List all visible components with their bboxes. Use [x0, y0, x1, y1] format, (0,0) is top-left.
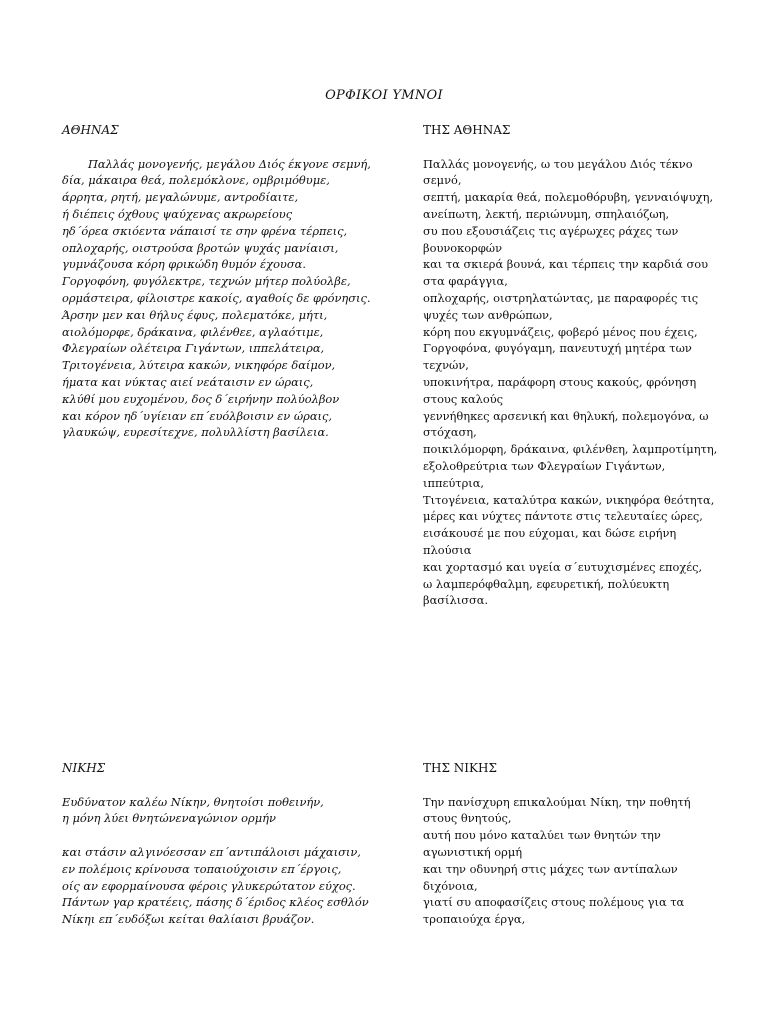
- verse-line: οίς αν εφορμαίνουσα φέροις γλυκερώτατον εύχος.: [62, 878, 356, 893]
- verse-line: αυτή που μόνο καταλύει των θνητών την αγωνιστική ορμή: [423, 828, 661, 859]
- nike-greek-heading: ΝΙΚΗΣ: [62, 761, 106, 775]
- athena-greek-text: [62, 156, 402, 442]
- nike-greek-stanza-2: [62, 844, 402, 928]
- verse-line: Ευδύνατον καλέω Νίκην, θνητοίσι ποθεινήν,: [62, 794, 324, 809]
- nike-modern-heading: ΤΗΣ ΝΙΚΗΣ: [423, 761, 497, 775]
- nike-greek-stanza-1: [62, 794, 402, 828]
- verse-line: Τριτογένεια, λύτειρα κακών, νικηφόρε δαίμον,: [62, 358, 336, 373]
- verse-line: μέρες και νύχτες πάντοτε στις τελευταίες ώρες,: [423, 509, 703, 524]
- verse-line: και την οδυνηρή στις μάχες των αντίπαλων διχόνοια,: [423, 861, 678, 893]
- athena-greek-column: [62, 122, 402, 441]
- verse-line: αιολόμορφε, δράκαινα, φιλένθεε, αγλαότιμε,: [62, 324, 324, 339]
- verse-line: εισάκουσέ με που εύχομαι, και δώσε ειρήνη πλούσια: [423, 526, 677, 557]
- verse-line: σεπτή, μακαρία θεά, πολεμοθόρυβη, γενναιόψυχη,: [423, 190, 714, 205]
- verse-line: Άρσην μεν και θήλυς έφυς, πολεματόκε, μήτι,: [62, 307, 328, 322]
- nike-greek-column: [62, 760, 402, 928]
- verse-line: Φλεγραίων ολέτειρα Γιγάντων, ιππελάτειρα,: [62, 341, 325, 356]
- verse-line: δία, μάκαιρα θεά, πολεμόκλονε, ομβριμόθυμε,: [62, 173, 330, 188]
- verse-line: και τα σκιερά βουνά, και τέρπεις την καρδιά σου στα φαράγγια,: [423, 257, 709, 289]
- verse-line: οπλοχαρής, οιστρηλατώντας, με παραφορές τις ψυχές των ανθρώπων,: [423, 290, 699, 322]
- verse-line: η μόνη λύει θνητώνεναγώνιον ορμήν: [62, 811, 276, 826]
- verse-line: ορμάστειρα, φίλοιστρε κακοίς, αγαθοίς δε φρόνησις.: [62, 290, 371, 305]
- nike-modern-column: [423, 760, 723, 928]
- verse-line: οπλοχαρής, οιστρούσα βροτών ψυχάς μανίαισι,: [62, 240, 339, 255]
- verse-line: Νίκηι επ΄ευδόξωι κείται θαλίαισι βρυάζον.: [62, 912, 315, 927]
- verse-line: Γοργοφόνη, φυγόλεκτρε, τεχνών μήτερ πολύολβε,: [62, 274, 351, 289]
- verse-line: κόρη που εκγυμνάζεις, φοβερό μένος που έχεις,: [423, 324, 698, 339]
- verse-line: εν πολέμοις κρίνουσα τοπαιούχοισιν επ΄έργοις,: [62, 861, 342, 876]
- athena-modern-heading: ΤΗΣ ΑΘΗΝΑΣ: [423, 123, 511, 137]
- verse-line: συ που εξουσιάζεις τις αγέρωχες ράχες των βουνοκορφών: [423, 223, 679, 255]
- nike-modern-text: [423, 794, 723, 928]
- page-title: ΟΡΦΙΚΟΙ ΥΜΝΟΙ: [325, 88, 443, 103]
- verse-line: και στάσιν αλγινόεσσαν επ΄αντιπάλοισι μάχαισιν,: [62, 844, 361, 859]
- verse-line: γεννήθηκες αρσενική και θηλυκή, πολεμογόνα, ω στόχαση,: [423, 408, 709, 440]
- verse-line: ηδ΄όρεα σκιόεντα νάπαισί τε σην φρένα τέρπεις,: [62, 223, 348, 238]
- verse-line: και κόρον ηδ΄υγίειαν επ΄ευόλβοισιν εν ώραις,: [62, 408, 332, 423]
- verse-line: Τιτογένεια, καταλύτρα κακών, νικηφόρα θεότητα,: [423, 492, 715, 507]
- verse-line: Πάντων γαρ κρατέεις, πάσης δ΄έριδος κλέος εσθλόν: [62, 895, 369, 910]
- verse-line: Παλλάς μονογενής, ω του μεγάλου Διός τέκνο σεμνό,: [423, 156, 693, 188]
- verse-line: ω λαμπερόφθαλμη, εφευρετική, πολύευκτη βασίλισσα.: [423, 576, 670, 608]
- verse-line: Την πανίσχυρη επικαλούμαι Νίκη, την ποθητή στους θνητούς,: [423, 794, 691, 826]
- verse-line: γλαυκώψ, ευρεσίτεχνε, πολυλλίστη βασίλεια.: [62, 425, 329, 440]
- verse-line: ποικιλόμορφη, δράκαινα, φιλένθεη, λαμπροτίμητη,: [423, 442, 718, 457]
- verse-line: Γοργοφόνα, φυγόγαμη, πανευτυχή μητέρα των τεχνών,: [423, 341, 692, 373]
- verse-line: Παλλάς μονογενής, μεγάλου Διός έκγονε σεμνή,: [88, 156, 371, 171]
- athena-modern-column: [423, 122, 723, 609]
- verse-line: ανείπωτη, λεκτή, περιώνυμη, σπηλαιόζωη,: [423, 206, 670, 221]
- verse-line: εξολοθρεύτρια των Φλεγραίων Γιγάντων, ιππεύτρια,: [423, 458, 666, 490]
- athena-greek-heading: ΑΘΗΝΑΣ: [62, 123, 119, 137]
- athena-modern-text: [423, 156, 723, 610]
- verse-line: και χορτασμό και υγεία σ΄ευτυχισμένες εποχές,: [423, 559, 703, 574]
- verse-line: κλύθί μου ευχομένου, δος δ΄ειρήνην πολύολβον: [62, 391, 340, 406]
- verse-line: ή διέπεις όχθους ψαύχενας ακρωρείους: [62, 206, 293, 221]
- verse-line: γυμνάζουσα κόρη φρικώδη θυμόν έχουσα.: [62, 257, 306, 272]
- verse-line: υποκινήτρα, παράφορη στους κακούς, φρόνηση στους καλούς: [423, 374, 697, 406]
- verse-line: γιατί συ αποφασίζεις στους πολέμους για τα τροπαιούχα έργα,: [423, 895, 685, 927]
- verse-line: ήματα και νύκτας αιεί νεάταισιν εν ώραις,: [62, 374, 314, 389]
- verse-line: άρρητα, ρητή, μεγαλώνυμε, αντροδίαιτε,: [62, 190, 299, 205]
